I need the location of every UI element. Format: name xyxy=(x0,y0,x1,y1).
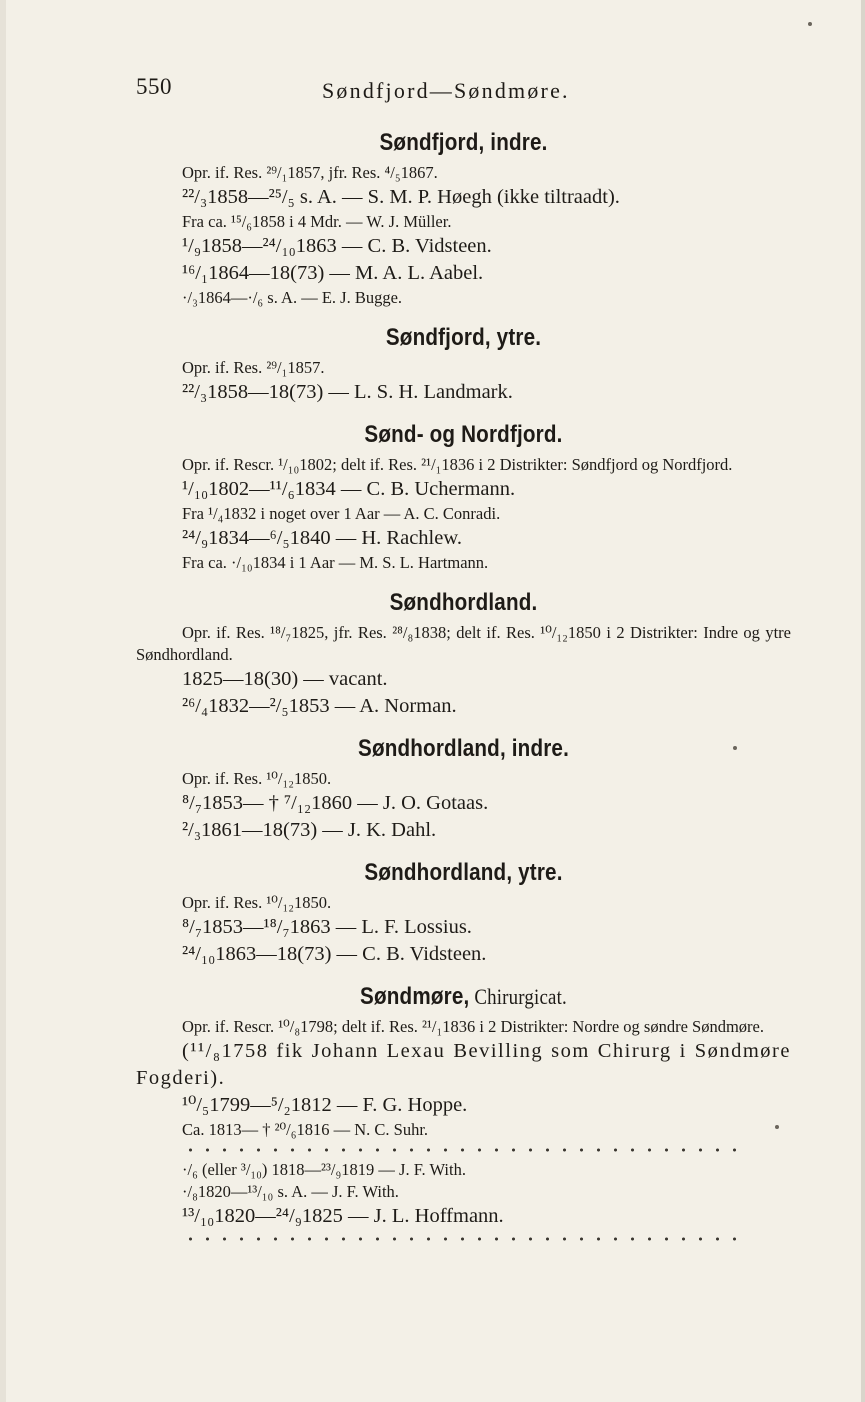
appointment-entry: (¹¹/₈1758 fik Johann Lexau Bevilling som Chirurg i Søndmøre Fogderi). xyxy=(136,1040,798,1089)
section-block xyxy=(136,128,791,309)
running-title: Søndfjord—Søndmøre. xyxy=(322,78,570,103)
section-block xyxy=(136,420,791,574)
note-entry: ·/₆ (eller ³/₁₀) 1818—²³/₉1819 — J. F. With. xyxy=(182,1160,466,1179)
section-heading xyxy=(182,588,745,618)
note-entry: ·/₃1864—·/₆ s. A. — E. J. Bugge. xyxy=(182,288,403,307)
appointment-entry: 1825—18(30) — vacant. xyxy=(182,668,388,690)
page-edge-left xyxy=(0,0,6,1402)
appointment-entry: ⁸/₇1853—¹⁸/₇1863 — L. F. Lossius. xyxy=(182,916,472,938)
section-block xyxy=(136,734,791,844)
note-entry: Opr. if. Rescr. ¹/₁₀1802; delt if. Res. ²¹/₁1836 i 2 Distrikter: Søndfjord og Nordfjord. xyxy=(182,455,733,474)
section-title: Søndhordland, ytre. xyxy=(364,859,563,886)
note-entry: Opr. if. Res. ¹⁰/₁₂1850. xyxy=(182,769,332,788)
dotted-separator xyxy=(182,1236,742,1242)
section-heading xyxy=(182,323,745,353)
section-title-suffix: Chirurgicat. xyxy=(469,984,567,1009)
appointment-entry: ²²/₃1858—²⁵/₅ s. A. — S. M. P. Høegh (ikke tiltraadt). xyxy=(182,186,620,208)
appointment-entry: ¹/₁₀1802—¹¹/₆1834 — C. B. Uchermann. xyxy=(182,478,516,500)
section-title: Sønd- og Nordfjord. xyxy=(364,421,563,448)
section-block xyxy=(136,323,791,406)
note-entry: Fra ¹/₄1832 i noget over 1 Aar — A. C. Conradi. xyxy=(182,504,501,523)
section-title: Søndfjord, ytre. xyxy=(385,324,542,351)
sections-container xyxy=(136,128,798,1242)
section-block xyxy=(136,858,791,968)
note-entry: Opr. if. Res. ²⁹/₁1857, jfr. Res. ⁴/₅1867. xyxy=(182,163,438,182)
page-number: 550 xyxy=(136,74,172,99)
appointment-entry: ⁸/₇1853— † ⁷/₁₂1860 — J. O. Gotaas. xyxy=(182,792,489,814)
page-edge-right xyxy=(861,0,865,1402)
appointment-entry: ²⁶/₄1832—²/₅1853 — A. Norman. xyxy=(182,695,457,717)
appointment-entry: ¹⁰/₅1799—⁵/₂1812 — F. G. Hoppe. xyxy=(182,1094,468,1116)
section-block xyxy=(136,982,798,1242)
appointment-entry: ²⁴/₉1834—⁶/₅1840 — H. Rachlew. xyxy=(182,527,462,549)
appointment-entry: ¹³/₁₀1820—²⁴/₉1825 — J. L. Hoffmann. xyxy=(182,1205,504,1227)
appointment-entry: ¹/₉1858—²⁴/₁₀1863 — C. B. Vidsteen. xyxy=(182,235,492,257)
page-content xyxy=(136,70,798,1248)
section-title: Søndhordland, indre. xyxy=(358,735,569,762)
dotted-separator xyxy=(182,1147,742,1153)
page-header xyxy=(136,70,791,114)
section-heading xyxy=(182,128,745,158)
appointment-entry: ²⁴/₁₀1863—18(73) — C. B. Vidsteen. xyxy=(182,943,487,965)
section-heading xyxy=(182,858,745,888)
note-entry: Opr. if. Res. ¹⁸/₇1825, jfr. Res. ²⁸/₈1838; delt if. Res. ¹⁰/₁₂1850 i 2 Distrikter: Indre og ytre Søndhordland. xyxy=(136,623,796,664)
section-block xyxy=(136,588,796,720)
note-entry: Ca. 1813— † ²⁰/₆1816 — N. C. Suhr. xyxy=(182,1120,429,1139)
note-entry: Opr. if. Res. ¹⁰/₁₂1850. xyxy=(182,893,332,912)
section-title: Søndfjord, indre. xyxy=(379,129,548,156)
note-entry: Opr. if. Rescr. ¹⁰/₈1798; delt if. Res. ²¹/₁1836 i 2 Distrikter: Nordre og søndre Søndmøre. xyxy=(182,1017,764,1036)
section-title: Søndmøre, xyxy=(360,983,470,1010)
section-heading xyxy=(182,734,745,764)
section-title: Søndhordland. xyxy=(389,589,538,616)
paper-fleck xyxy=(808,22,812,26)
appointment-entry: ¹⁶/₁1864—18(73) — M. A. L. Aabel. xyxy=(182,262,484,284)
note-entry: ·/₈1820—¹³/₁₀ s. A. — J. F. With. xyxy=(182,1182,399,1201)
appointment-entry: ²/₃1861—18(73) — J. K. Dahl. xyxy=(182,819,437,841)
note-entry: Fra ca. ·/₁₀1834 i 1 Aar — M. S. L. Hartmann. xyxy=(182,553,489,572)
note-entry: Fra ca. ¹⁵/₆1858 i 4 Mdr. — W. J. Müller. xyxy=(182,212,452,231)
section-heading xyxy=(182,982,745,1012)
note-entry: Opr. if. Res. ²⁹/₁1857. xyxy=(182,358,325,377)
section-heading xyxy=(182,420,745,450)
appointment-entry: ²²/₃1858—18(73) — L. S. H. Landmark. xyxy=(182,381,513,403)
